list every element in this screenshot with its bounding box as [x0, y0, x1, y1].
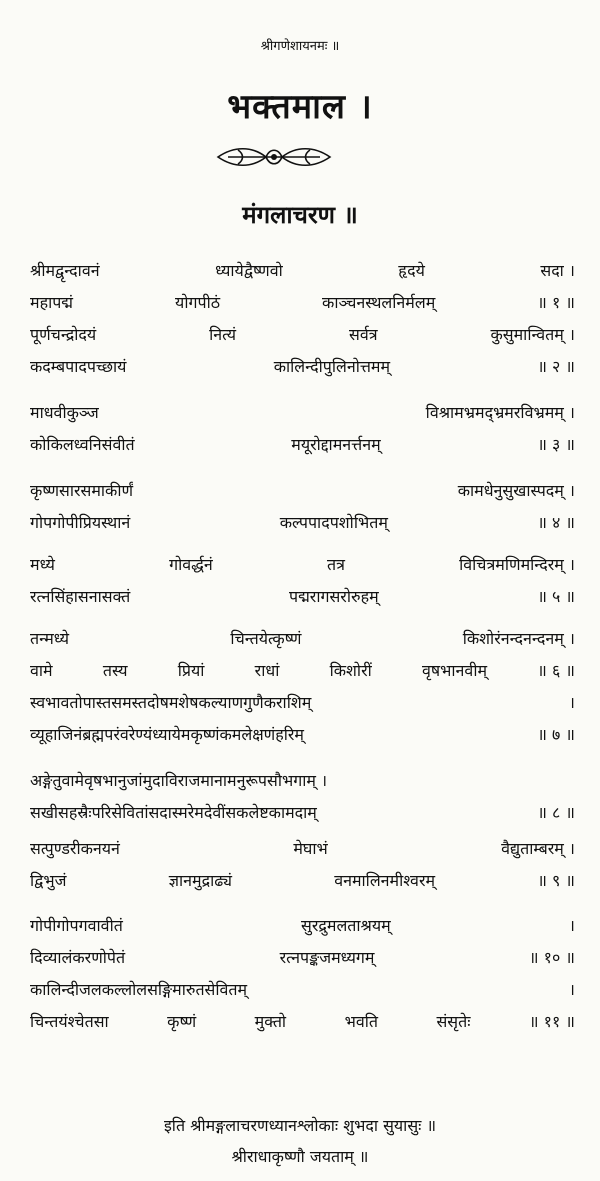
verse-word: हृदये [398, 261, 425, 280]
verse-word: कालिन्दीपुलिनोत्तमम् [273, 357, 391, 376]
verse-word: तस्य [102, 661, 128, 680]
verse-line [30, 797, 575, 827]
verse-line [30, 507, 575, 537]
verse-word: व्यूहाजिनंब्रह्मपरंवरेण्यंध्यायेमकृष्णंकमलेक्षणंहरिम् [30, 725, 304, 744]
verse-word: काञ्चनस्थलनिर्मलम् [322, 293, 436, 312]
verse-word: दिव्यालंकरणोपेतं [30, 948, 126, 967]
verse-line [30, 549, 575, 579]
verse-line [30, 319, 575, 349]
verse-word: ॥ १ ॥ [537, 293, 575, 312]
verse-word: नित्यं [209, 325, 237, 344]
verse-word: राधां [254, 661, 280, 680]
verse-word: सुरद्रुमलताश्रयम् [301, 916, 391, 935]
verse-word: वृषभानवीम् [422, 661, 488, 680]
section-title: मंगलाचरण ॥ [242, 201, 358, 229]
verse-line [30, 287, 575, 317]
closing-line-2: श्रीराधाकृष्णौ जयताम् ॥ [231, 1147, 369, 1166]
invocation-line: श्रीगणेशायनमः ॥ [260, 39, 340, 54]
verse-line [30, 910, 575, 940]
verse-word: सदा । [540, 261, 575, 280]
verse-word: रत्नसिंहासनासक्तं [30, 587, 131, 606]
verse-word: विश्रामभ्रमद्भ्रमरविभ्रमम् । [425, 403, 575, 422]
verse-word: तत्र [326, 555, 345, 574]
verse-word: योगपीठं [175, 293, 221, 312]
verse-word: चिन्तयेत्कृष्णं [230, 629, 302, 648]
verse-line [30, 833, 575, 863]
closing-line-1: इति श्रीमङ्गलाचरणध्यानश्लोकाः शुभदा सुयासुः ॥ [163, 1116, 437, 1135]
verse-word: स्वभावतोपास्तसमस्तदोषमशेषकल्याणगुणैकराशिम् [30, 693, 312, 712]
verse-word: मुक्तो [254, 1012, 287, 1031]
verse-word: वनमालिनमीश्वरम् [334, 871, 436, 890]
verse-word: कोकिलध्वनिसंवीतं [30, 435, 135, 454]
verse-word: महापद्मं [30, 293, 74, 312]
verse-word: ज्ञानमुद्राढ्यं [168, 871, 232, 890]
verse-line [30, 974, 575, 1004]
verse-word: ॥ ६ ॥ [537, 661, 575, 680]
verse-word: श्रीमद्वृन्दावनं [30, 261, 100, 280]
verse-line [30, 429, 575, 459]
verse-word: ॥ ८ ॥ [537, 803, 575, 822]
verse-word: द्विभुजं [30, 871, 67, 890]
verse-word: ध्यायेद्वैष्णवो [215, 261, 283, 280]
verse-word: प्रियां [177, 661, 205, 680]
verse-word: वामे [30, 661, 53, 680]
verse-word: माधवीकुञ्ज [30, 403, 99, 422]
verse-word: ॥ २ ॥ [537, 357, 575, 376]
verse-word: पद्मरागसरोरुहम् [288, 587, 379, 606]
verse-line [30, 1006, 575, 1036]
verse-word: । [568, 693, 575, 712]
verse-word: ॥ ९ ॥ [537, 871, 575, 890]
verse-word: वैद्युताम्बरम् । [501, 839, 575, 858]
verse-line [30, 865, 575, 895]
verse-word: रत्नपङ्कजमध्यगम् [279, 948, 375, 967]
verse-word: संसृतेः [436, 1012, 471, 1031]
verse-word: गोपीगोपगवावीतं [30, 916, 123, 935]
verse-word: कदम्बपादपच्छायं [30, 357, 127, 376]
verse-word: कुसुमान्वितम् । [490, 325, 575, 344]
verse-line [30, 655, 575, 685]
verse-word: पूर्णचन्द्रोदयं [30, 325, 97, 344]
verse-line [30, 687, 575, 717]
verse-word: मध्ये [30, 555, 55, 574]
verse-word: कल्पपादपशोभितम् [279, 513, 388, 532]
verse-word: कालिन्दीजलकल्लोलसङ्गिमारुतसेवितम् [30, 980, 248, 999]
verse-word: किशोरीं [329, 661, 372, 680]
verse-word: विचित्रमणिमन्दिरम् । [459, 555, 575, 574]
verse-word: अङ्गेतुवामेवृषभानुजांमुदाविराजमानामनुरूपसौभगाम् । [30, 771, 328, 790]
verse-word: सत्पुण्डरीकनयनं [30, 839, 120, 858]
verse-line [30, 942, 575, 972]
verse-line [30, 475, 575, 505]
verse-word: । [568, 916, 575, 935]
verse-word: भवति [344, 1012, 378, 1031]
verse-word: किशोरंनन्दनन्दनम् । [462, 629, 575, 648]
verse-word: ॥ ११ ॥ [528, 1012, 575, 1031]
verse-word: ॥ ४ ॥ [537, 513, 575, 532]
verse-word: ॥ ५ ॥ [537, 587, 575, 606]
verse-word: चिन्तयंश्चेतसा [30, 1012, 109, 1031]
verse-word: कृष्णं [167, 1012, 197, 1031]
verse-line [30, 581, 575, 611]
book-title: भक्तमाल । [227, 87, 373, 127]
verse-word: ॥ ७ ॥ [537, 725, 575, 744]
verse-word: सर्वत्र [349, 325, 378, 344]
verse-word: कृष्णसारसमाकीर्णं [30, 481, 134, 500]
verse-line [30, 719, 575, 749]
verse-line [30, 623, 575, 653]
verse-line [30, 765, 575, 795]
verse-word: सखीसहस्रैःपरिसेवितांसदास्मरेमदेवींसकलेष्टकामदाम् [30, 803, 317, 822]
verse-word: गोवर्द्धनं [169, 555, 213, 574]
verse-word: ॥ १० ॥ [529, 948, 575, 967]
verse-line [30, 397, 575, 427]
verse-word: । [568, 980, 575, 999]
verse-word: गोपगोपीप्रियस्थानं [30, 513, 131, 532]
verse-word: कामधेनुसुखास्पदम् । [457, 481, 575, 500]
verse-word: मेघाभं [293, 839, 328, 858]
verse-line [30, 255, 575, 285]
verse-word: मयूरोद्दामनर्त्तनम् [291, 435, 381, 454]
verse-word: तन्मध्ये [30, 629, 70, 648]
verse-word: ॥ ३ ॥ [537, 435, 575, 454]
floral-divider-icon [214, 140, 334, 174]
verse-line [30, 351, 575, 381]
